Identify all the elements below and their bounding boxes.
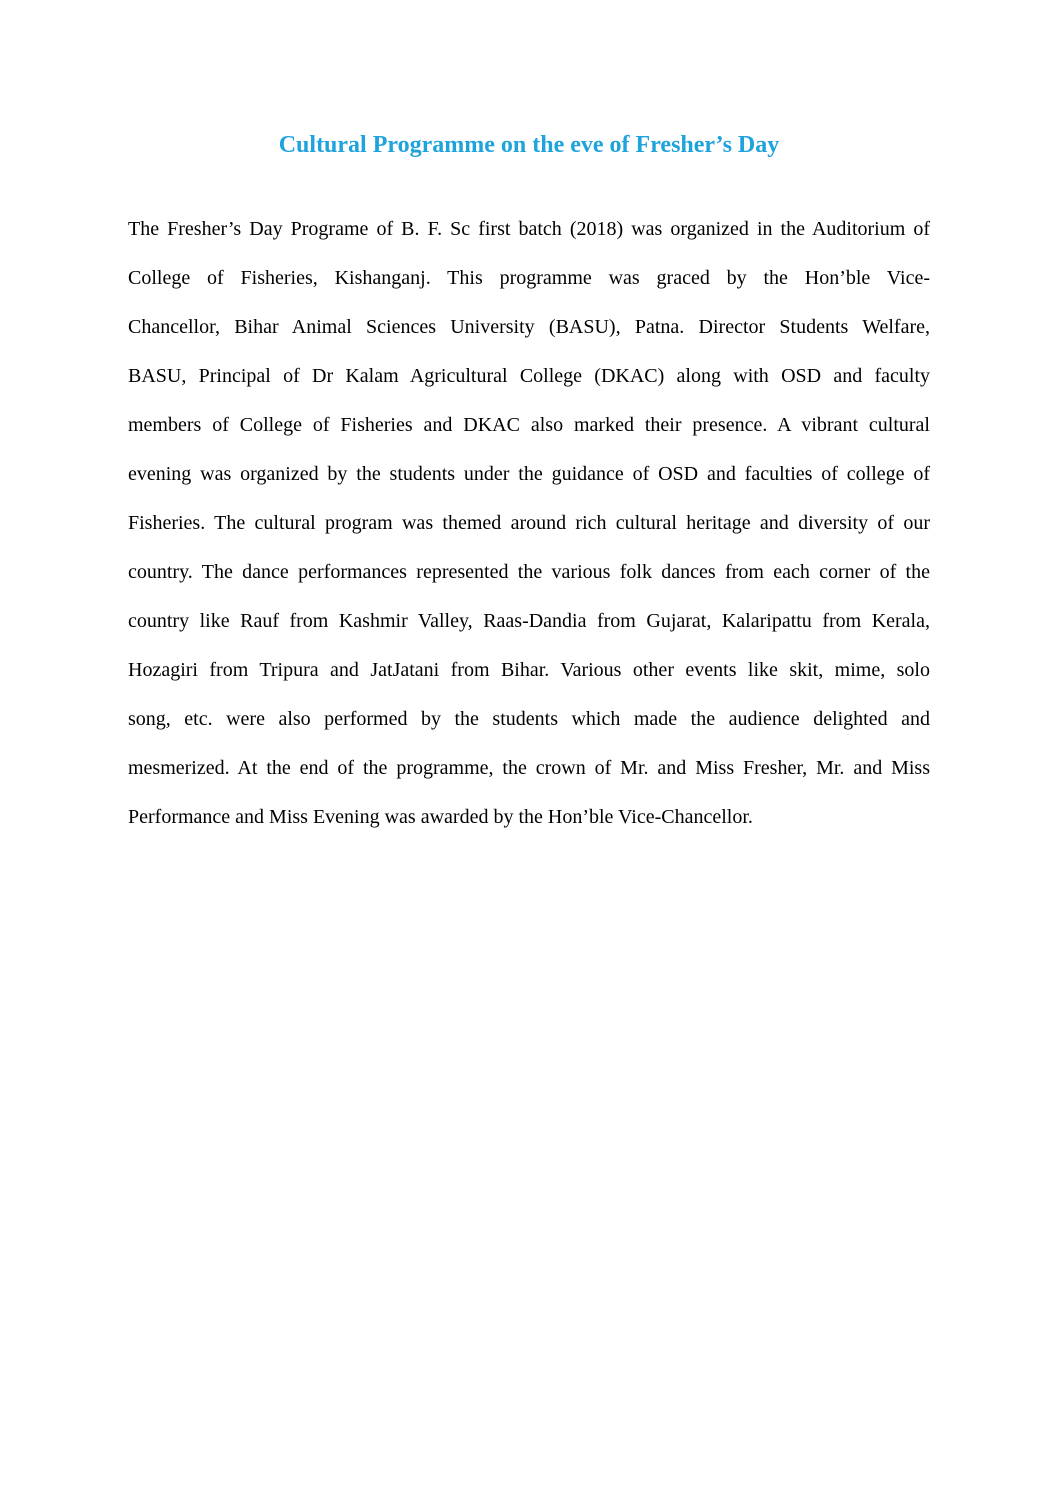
paragraph-line: mesmerized. At the end of the programme, the crown of Mr. and Miss Fresher, Mr. and Miss: [128, 757, 930, 779]
paragraph-line: College of Fisheries, Kishanganj. This programme was graced by the Hon’ble Vice-: [128, 267, 930, 289]
paragraph-line: Fisheries. The cultural program was themed around rich cultural heritage and diversity of our: [128, 512, 930, 534]
paragraph-line: Hozagiri from Tripura and JatJatani from Bihar. Various other events like skit, mime, solo: [128, 659, 930, 681]
paragraph-line: evening was organized by the students under the guidance of OSD and faculties of college of: [128, 463, 930, 485]
paragraph-line: The Fresher’s Day Programe of B. F. Sc first batch (2018) was organized in the Auditorium of: [128, 218, 930, 240]
paragraph-line: Chancellor, Bihar Animal Sciences University (BASU), Patna. Director Students Welfare,: [128, 316, 930, 338]
body-paragraph: [128, 205, 930, 842]
paragraph-line: members of College of Fisheries and DKAC also marked their presence. A vibrant cultural: [128, 414, 930, 436]
page-title: Cultural Programme on the eve of Fresher’s Day: [278, 132, 780, 158]
paragraph-line: Performance and Miss Evening was awarded by the Hon’ble Vice-Chancellor.: [128, 806, 753, 828]
paragraph-line: song, etc. were also performed by the students which made the audience delighted and: [128, 708, 930, 730]
paragraph-line: country. The dance performances represented the various folk dances from each corner of the: [128, 561, 930, 583]
paragraph-line: BASU, Principal of Dr Kalam Agricultural College (DKAC) along with OSD and faculty: [128, 365, 930, 387]
paragraph-line: country like Rauf from Kashmir Valley, Raas-Dandia from Gujarat, Kalaripattu from Kerala,: [128, 610, 930, 632]
